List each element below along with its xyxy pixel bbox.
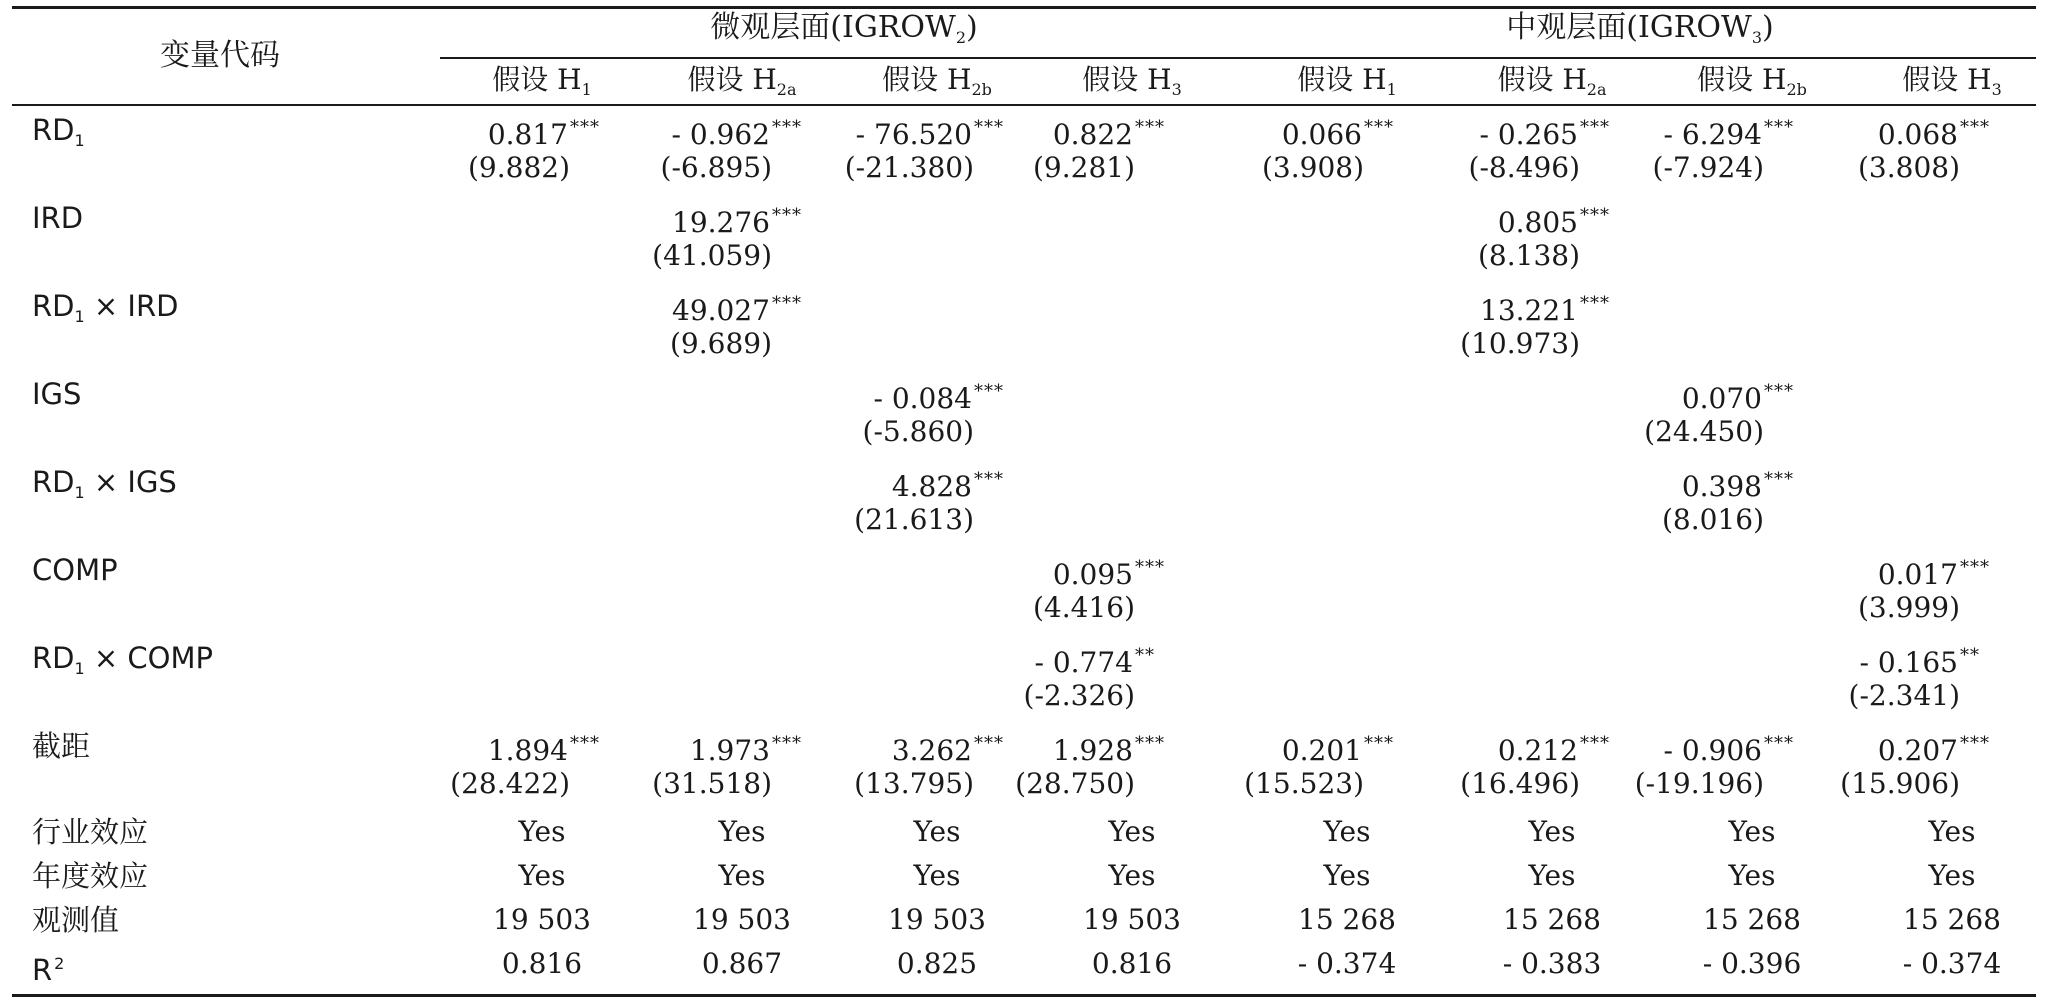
column-header: 假设 $H_1$: [492, 63, 592, 99]
footer-row-label: 观测值: [32, 903, 120, 937]
footer-value-cell: Yes: [518, 859, 566, 892]
footer-value-cell: - 0.374: [1297, 947, 1397, 980]
variable-code-header: 变量代码: [160, 38, 280, 73]
t-stat-cell: (15.906): [1840, 767, 1960, 800]
footer-value-cell: 0.867: [701, 947, 783, 980]
coefficient-cell: - 0.906 ***: [1663, 733, 1794, 767]
footer-value-cell: 19 503: [693, 903, 791, 936]
top-rule: [12, 6, 2036, 9]
footer-value-cell: Yes: [718, 859, 766, 892]
row-label: $RD_1$: [32, 113, 85, 150]
footer-value-cell: Yes: [518, 815, 566, 848]
coefficient-cell: 0.817 ***: [487, 117, 600, 151]
t-stat-cell: (9.281): [1032, 151, 1135, 184]
coefficient-cell: 0.212 ***: [1497, 733, 1610, 767]
column-header: 假设 $H_{2b}$: [882, 63, 992, 99]
row-label: IGS: [32, 377, 82, 411]
t-stat-cell: (10.973): [1460, 327, 1580, 360]
footer-value-cell: Yes: [1928, 859, 1976, 892]
t-stat-cell: (31.518): [652, 767, 772, 800]
footer-value-cell: Yes: [1528, 815, 1576, 848]
footer-row-label: R $^2$: [32, 953, 66, 987]
coefficient-cell: 0.095 ***: [1052, 557, 1165, 591]
row-label: $RD_1$ × IRD: [32, 289, 179, 326]
t-stat-cell: (9.689): [669, 327, 772, 360]
coefficient-cell: 1.894 ***: [487, 733, 600, 767]
coefficient-cell: 1.928 ***: [1052, 733, 1165, 767]
coefficient-cell: - 0.774 **: [1034, 645, 1155, 679]
t-stat-cell: (9.882): [467, 151, 570, 184]
group-header-meso: 中观层面$(IGROW_3)$: [1506, 10, 1774, 47]
t-stat-cell: (-2.326): [1023, 679, 1135, 712]
footer-value-cell: 0.816: [501, 947, 583, 980]
t-stat-cell: (-2.341): [1848, 679, 1960, 712]
column-header: 假设 $H_3$: [1902, 63, 2002, 99]
t-stat-cell: (-5.860): [862, 415, 974, 448]
t-stat-cell: (16.496): [1460, 767, 1580, 800]
coefficient-cell: 0.805 ***: [1497, 205, 1610, 239]
bottom-rule: [12, 994, 2036, 997]
coefficient-cell: 13.221 ***: [1480, 293, 1610, 327]
t-stat-cell: (15.523): [1244, 767, 1364, 800]
coefficient-cell: 1.973 ***: [689, 733, 802, 767]
t-stat-cell: (28.422): [450, 767, 570, 800]
column-header: 假设 $H_{2a}$: [1497, 63, 1607, 99]
column-header: 假设 $H_{2a}$: [687, 63, 797, 99]
footer-value-cell: Yes: [1728, 815, 1776, 848]
coefficient-cell: - 0.265 ***: [1479, 117, 1610, 151]
t-stat-cell: (-8.496): [1468, 151, 1580, 184]
t-stat-cell: (8.016): [1661, 503, 1764, 536]
footer-value-cell: Yes: [1928, 815, 1976, 848]
row-label: $RD_1$ × IGS: [32, 465, 177, 502]
t-stat-cell: (13.795): [854, 767, 974, 800]
coefficient-cell: 19.276 ***: [672, 205, 802, 239]
t-stat-cell: (-21.380): [844, 151, 974, 184]
footer-value-cell: Yes: [913, 815, 961, 848]
t-stat-cell: (-7.924): [1652, 151, 1764, 184]
group-rule-micro: [440, 57, 1248, 59]
footer-value-cell: Yes: [1528, 859, 1576, 892]
footer-value-cell: 19 503: [493, 903, 591, 936]
coefficient-cell: 0.201 ***: [1281, 733, 1394, 767]
coefficient-cell: - 0.165 **: [1859, 645, 1980, 679]
footer-value-cell: - 0.374: [1902, 947, 2002, 980]
coefficient-cell: 4.828 ***: [891, 469, 1004, 503]
footer-value-cell: 19 503: [888, 903, 986, 936]
coefficient-cell: 0.398 ***: [1681, 469, 1794, 503]
footer-value-cell: - 0.383: [1502, 947, 1602, 980]
row-label: $RD_1$ × COMP: [32, 641, 213, 678]
group-rule-meso: [1244, 57, 2036, 59]
t-stat-cell: (24.450): [1644, 415, 1764, 448]
t-stat-cell: (8.138): [1477, 239, 1580, 272]
t-stat-cell: (3.908): [1261, 151, 1364, 184]
footer-row-label: 年度效应: [32, 859, 149, 893]
row-label: 截距: [32, 729, 91, 763]
footer-value-cell: Yes: [1108, 815, 1156, 848]
footer-value-cell: Yes: [1323, 815, 1371, 848]
coefficient-cell: 0.207 ***: [1877, 733, 1990, 767]
group-header-micro: 微观层面$(IGROW_2)$: [710, 10, 978, 47]
coefficient-cell: 3.262 ***: [891, 733, 1004, 767]
coefficient-cell: 0.017 ***: [1877, 557, 1990, 591]
footer-value-cell: Yes: [718, 815, 766, 848]
t-stat-cell: (3.999): [1857, 591, 1960, 624]
coefficient-cell: - 0.962 ***: [671, 117, 802, 151]
column-header: 假设 $H_1$: [1297, 63, 1397, 99]
t-stat-cell: (4.416): [1032, 591, 1135, 624]
coefficient-cell: 0.822 ***: [1052, 117, 1165, 151]
column-header: 假设 $H_{2b}$: [1697, 63, 1807, 99]
coefficient-cell: 0.068 ***: [1877, 117, 1990, 151]
footer-value-cell: 15 268: [1903, 903, 2001, 936]
coefficient-cell: - 76.520 ***: [855, 117, 1004, 151]
coefficient-cell: 49.027 ***: [672, 293, 802, 327]
t-stat-cell: (28.750): [1015, 767, 1135, 800]
footer-value-cell: 0.825: [896, 947, 978, 980]
footer-value-cell: 15 268: [1298, 903, 1396, 936]
footer-row-label: 行业效应: [32, 815, 149, 849]
coefficient-cell: 0.066 ***: [1281, 117, 1394, 151]
t-stat-cell: (-19.196): [1634, 767, 1764, 800]
column-header: 假设 $H_3$: [1082, 63, 1182, 99]
footer-value-cell: Yes: [1108, 859, 1156, 892]
footer-value-cell: - 0.396: [1702, 947, 1802, 980]
coefficient-cell: - 6.294 ***: [1663, 117, 1794, 151]
footer-value-cell: 15 268: [1503, 903, 1601, 936]
footer-value-cell: Yes: [1323, 859, 1371, 892]
footer-value-cell: 0.816: [1091, 947, 1173, 980]
row-label: COMP: [32, 553, 118, 587]
footer-value-cell: Yes: [1728, 859, 1776, 892]
t-stat-cell: (41.059): [652, 239, 772, 272]
footer-value-cell: 19 503: [1083, 903, 1181, 936]
row-label: IRD: [32, 201, 84, 235]
footer-value-cell: 15 268: [1703, 903, 1801, 936]
t-stat-cell: (-6.895): [660, 151, 772, 184]
footer-value-cell: Yes: [913, 859, 961, 892]
coefficient-cell: - 0.084 ***: [873, 381, 1004, 415]
t-stat-cell: (3.808): [1857, 151, 1960, 184]
coefficient-cell: 0.070 ***: [1681, 381, 1794, 415]
t-stat-cell: (21.613): [854, 503, 974, 536]
